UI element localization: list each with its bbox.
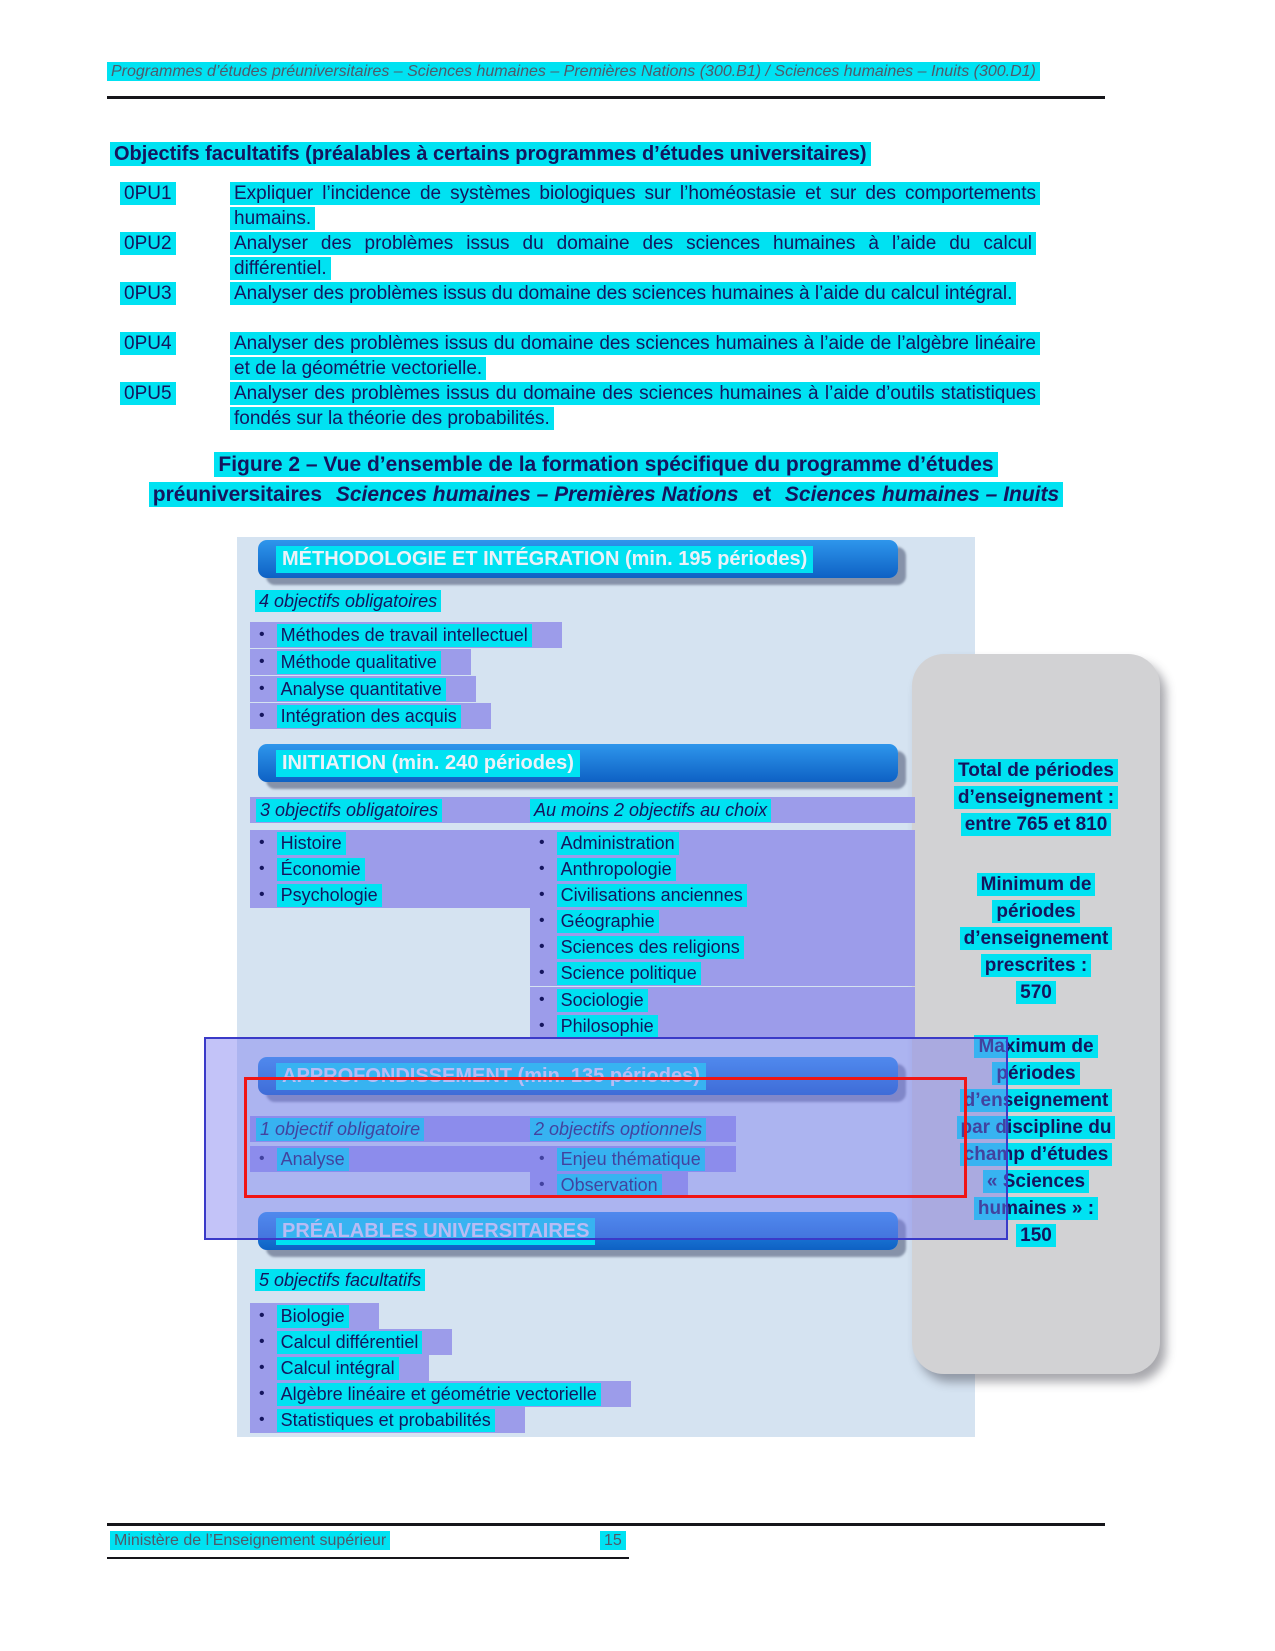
program-name-text: Sciences humaines – Inuits [781,482,1063,507]
opu-description [230,281,1040,306]
list-item-label: Histoire [277,832,346,855]
section-heading-text: Objectifs facultatifs (préalables à certains programmes d’études universitaires) [110,142,871,166]
list-item-label: Enjeu thématique [557,1148,705,1171]
opu-description [230,331,1040,381]
list-item-label: Sociologie [557,989,648,1012]
list-item [250,676,476,702]
list-item [250,1329,452,1355]
footer-rule-secondary [107,1557,629,1559]
opu-row [110,231,1050,281]
opu-list [110,181,1050,431]
list-item [530,987,915,1013]
list-row [250,830,915,856]
opu-code [110,181,230,206]
list-item-label: Économie [277,858,365,881]
list-item [530,856,676,882]
list-item-label: Biologie [277,1305,349,1328]
right-column-label-text: Au moins 2 objectifs au choix [530,799,771,822]
sidebar-line-text: prescrites : [981,954,1091,977]
list-item-label: Analyse quantitative [277,678,446,701]
list-item-label: Algèbre linéaire et géométrie vectorielle [277,1383,601,1406]
bullet-icon: • [539,1150,545,1167]
list-item-label: Administration [557,832,679,855]
figure-caption [107,450,1105,510]
list-item-label: Civilisations anciennes [557,884,747,907]
bullet-icon: • [259,1411,265,1428]
sidebar-line [912,898,1160,925]
list-item [250,882,382,908]
list-item [530,960,915,986]
list-item [250,856,365,882]
opu-code-text: 0PU1 [120,182,176,205]
running-header [107,63,1040,81]
list-row [250,856,915,882]
methodologie-subtitle [255,591,441,612]
opu-code-text: 0PU2 [120,232,176,255]
list-item-label: Philosophie [557,1015,658,1038]
sidebar-line [912,871,1160,898]
list-item [250,703,491,729]
list-item-label: Calcul intégral [277,1357,399,1380]
sidebar-line-text: d’enseignement [960,1089,1113,1112]
sidebar-line-text: 570 [1016,981,1056,1004]
opu-description-text: Analyser des problèmes issus du domaine des sciences humaines à l’aide d’outils statistiques fondés sur la théorie des probabilités. [230,382,1040,430]
opu-code [110,231,230,256]
prealables-subtitle [255,1270,425,1291]
list-item-label: Observation [557,1174,662,1197]
opu-code-text: 0PU5 [120,382,176,405]
list-item-label: Analyse [277,1148,349,1171]
opu-code-text: 0PU4 [120,332,176,355]
bullet-icon: • [259,707,265,724]
opu-description [230,181,1040,231]
figure-caption-line1 [107,450,1105,480]
list-row [250,882,915,908]
list-item-label: Anthropologie [557,858,676,881]
approfondissement-title: APPROFONDISSEMENT (min. 135 périodes) [276,1063,706,1090]
list-item-label: Intégration des acquis [277,705,461,728]
opu-row [110,281,1050,331]
program-name-text: Sciences humaines – Premières Nations [332,482,743,507]
sidebar-line-text: Total de périodes [954,759,1118,782]
list-item-label: Psychologie [277,884,382,907]
initiation-header [258,744,898,782]
right-column-label-text: 2 objectifs optionnels [530,1118,706,1141]
sidebar-line [912,757,1160,784]
left-column-label-text: 3 objectifs obligatoires [256,799,442,822]
figure-caption-text: préuniversitaires [149,482,332,507]
sidebar-line-text: entre 765 et 810 [961,813,1112,836]
sidebar-line-text: champ d’études [960,1143,1113,1166]
bullet-icon: • [259,1359,265,1376]
opu-description-text: Analyser des problèmes issus du domaine des sciences humaines à l’aide du calcul intégral. [230,282,1016,305]
opu-description-text: Analyser des problèmes issus du domaine des sciences humaines à l’aide de l’algèbre linéaire et de la géométrie vectorielle. [230,332,1040,380]
opu-code [110,381,230,406]
bullet-icon: • [259,1385,265,1402]
list-item [250,1303,379,1329]
bullet-icon: • [259,1333,265,1350]
sidebar-line-text: périodes [992,900,1079,923]
methodologie-subtitle-text: 4 objectifs obligatoires [255,590,441,612]
opu-description [230,381,1040,431]
bullet-icon: • [539,1176,545,1193]
sidebar-line-text: humaines » : [974,1197,1098,1220]
opu-description [230,231,1040,281]
sidebar-line-text: Maximum de [974,1035,1097,1058]
list-item [530,934,915,960]
sidebar-minimum-periods [912,871,1160,1006]
bullet-icon: • [259,680,265,697]
opu-code-text: 0PU3 [120,282,176,305]
list-item [530,882,747,908]
methodologie-title: MÉTHODOLOGIE ET INTÉGRATION (min. 195 périodes) [276,546,813,573]
list-item [250,622,562,648]
list-item [250,1355,429,1381]
bullet-icon: • [259,834,265,851]
footer-ministry [110,1532,390,1550]
list-item-label: Calcul différentiel [277,1331,423,1354]
running-header-text: Programmes d’études préuniversitaires – Sciences humaines – Premières Nations (300.B1) / Sciences humaines – Inuits (300.D1) [107,62,1040,81]
sidebar-line [912,784,1160,811]
opu-row [110,381,1050,431]
bullet-icon: • [539,964,545,981]
list-item [250,1381,631,1407]
sidebar-line-text: 150 [1016,1224,1056,1247]
sidebar-line-text: d’enseignement [960,927,1113,950]
prealables-subtitle-text: 5 objectifs facultatifs [255,1269,425,1291]
bullet-icon: • [259,860,265,877]
prealables-title: PRÉALABLES UNIVERSITAIRES [276,1218,595,1245]
list-item-label: Méthode qualitative [277,651,441,674]
section-heading [110,143,871,166]
list-item [250,830,346,856]
methodologie-header [258,540,898,578]
list-item [530,1013,915,1039]
bullet-icon: • [259,886,265,903]
bullet-icon: • [539,886,545,903]
initiation-column-labels [250,797,915,823]
bullet-icon: • [539,1017,545,1034]
list-item [250,649,471,675]
list-item-label: Géographie [557,910,659,933]
list-item-label: Sciences des religions [557,936,744,959]
list-item [250,1407,525,1433]
list-item [530,830,679,856]
list-item-label: Méthodes de travail intellectuel [277,624,532,647]
annotation-frame [244,1077,967,1198]
bullet-icon: • [539,912,545,929]
opu-code [110,281,230,306]
left-column-label-text: 1 objectif obligatoire [256,1118,424,1141]
bullet-icon: • [539,860,545,877]
page-number [600,1532,626,1550]
footer-rule [107,1523,1105,1526]
sidebar-line-text: Minimum de [977,873,1096,896]
page-number-text: 15 [600,1531,626,1550]
sidebar-line-text: d’enseignement : [954,786,1118,809]
left-column-label [250,797,442,823]
bullet-icon: • [539,991,545,1008]
bullet-icon: • [259,653,265,670]
initiation-title: INITIATION (min. 240 périodes) [276,750,580,777]
list-item-label: Science politique [557,962,701,985]
bullet-icon: • [259,626,265,643]
bullet-icon: • [259,1150,265,1167]
bullet-icon: • [259,1307,265,1324]
list-item-label: Statistiques et probabilités [277,1409,495,1432]
sidebar-line [912,979,1160,1006]
footer-ministry-text: Ministère de l’Enseignement supérieur [110,1531,390,1550]
figure-caption-text: et [743,482,781,507]
sidebar-line-text: périodes [992,1062,1079,1085]
list-item [530,908,915,934]
opu-description-text: Analyser des problèmes issus du domaine des sciences humaines à l’aide du calcul différentiel. [230,232,1036,280]
header-rule [107,96,1105,99]
sidebar-line [912,925,1160,952]
opu-description-text: Expliquer l’incidence de systèmes biologiques sur l’homéostasie et sur des comportements humains. [230,182,1040,230]
sidebar-line-text: par discipline du [957,1116,1116,1139]
sidebar-line [912,811,1160,838]
sidebar-total-periods [912,757,1160,838]
right-column-label [530,797,771,823]
figure-caption-line2 [107,480,1105,510]
opu-row [110,331,1050,381]
sidebar-line-text: « Sciences [983,1170,1089,1193]
sidebar-line [912,952,1160,979]
opu-code [110,331,230,356]
opu-row [110,181,1050,231]
bullet-icon: • [539,938,545,955]
figure-caption-text: Figure 2 – Vue d’ensemble de la formation spécifique du programme d’études [214,452,997,477]
bullet-icon: • [539,834,545,851]
